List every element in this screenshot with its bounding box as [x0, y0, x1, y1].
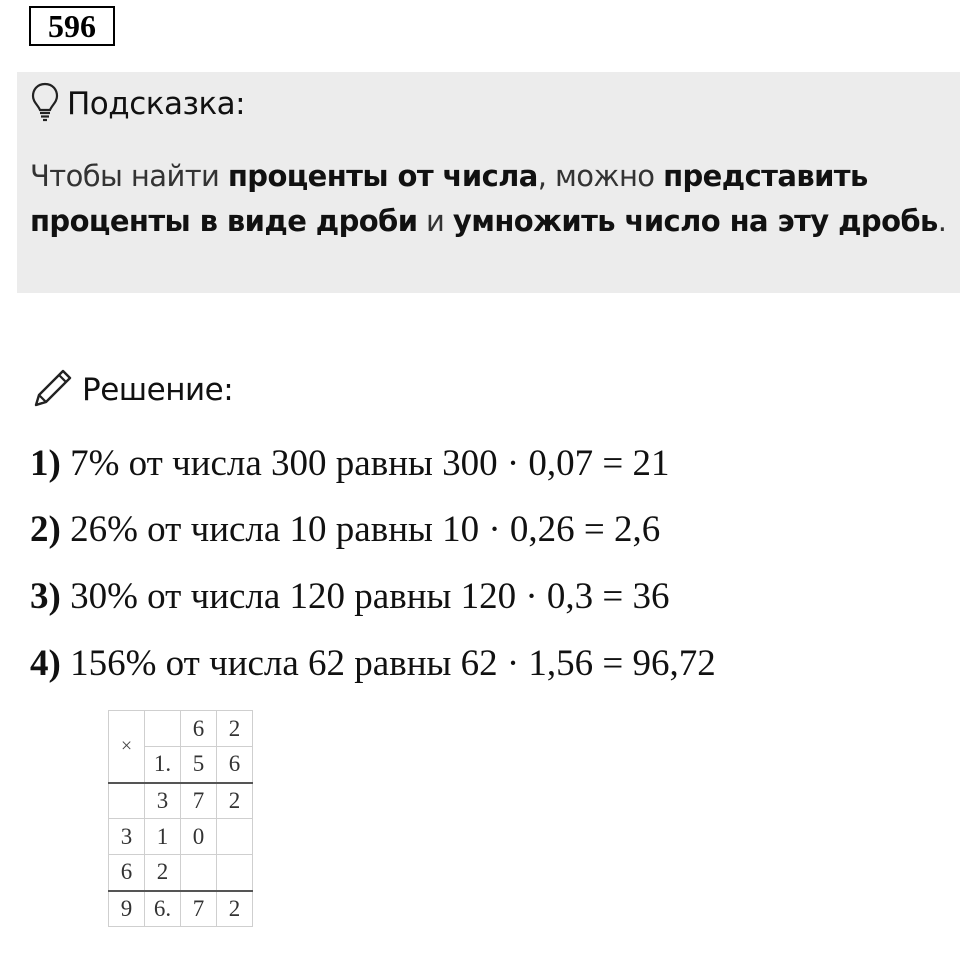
hint-fragment: Чтобы найти: [30, 159, 228, 193]
digit-cell: 1: [145, 819, 181, 855]
digit-cell: 6: [217, 747, 253, 783]
digit-cell: 2: [145, 855, 181, 891]
digit-cell: [217, 819, 253, 855]
digit-cell: 7: [181, 783, 217, 819]
hint-panel: [17, 72, 960, 293]
hint-title: Подсказка:: [67, 86, 246, 122]
digit-cell: 3: [109, 819, 145, 855]
hint-fragment: .: [937, 204, 947, 238]
hint-emphasis: умножить число на эту дробь: [452, 204, 938, 238]
hint-emphasis: представить: [663, 159, 868, 193]
hint-text: [30, 154, 950, 244]
digit-cell: 5: [181, 747, 217, 783]
hint-emphasis: проценты в виде дроби: [30, 204, 418, 238]
step-number: 4): [30, 643, 61, 684]
hint-header: [31, 84, 245, 124]
solution-step-1: [30, 442, 670, 485]
digit-cell: 6: [109, 855, 145, 891]
hint-line-1: [30, 154, 950, 199]
hint-fragment: и: [417, 204, 453, 238]
digit-cell: 2: [217, 783, 253, 819]
step-number: 2): [30, 509, 61, 550]
digit-cell: [109, 783, 145, 819]
digit-cell: 3: [145, 783, 181, 819]
digit-cell: 1.: [145, 747, 181, 783]
lightbulb-icon: [31, 82, 59, 127]
solution-header: [30, 366, 233, 414]
step-text: 26% от числа 10 равны 10 · 0,26 = 2,6: [60, 509, 661, 550]
digit-cell: 9: [109, 891, 145, 927]
pencil-icon: [30, 365, 76, 416]
step-text: 30% от числа 120 равны 120 · 0,3 = 36: [60, 576, 670, 617]
solution-step-4: [30, 642, 716, 685]
digit-cell: 6: [181, 711, 217, 747]
hint-emphasis: проценты от числа: [227, 159, 538, 193]
solution-step-3: [30, 575, 670, 618]
hint-fragment: , можно: [537, 159, 664, 193]
digit-cell: [181, 855, 217, 891]
step-text: 156% от числа 62 равны 62 · 1,56 = 96,72: [60, 643, 716, 684]
digit-cell: [217, 855, 253, 891]
digit-cell: 2: [217, 891, 253, 927]
digit-cell: 2: [217, 711, 253, 747]
step-number: 1): [30, 443, 61, 484]
digit-cell: 7: [181, 891, 217, 927]
multiplication-sign: ×: [109, 711, 145, 783]
digit-cell: 6.: [145, 891, 181, 927]
solution-step-2: [30, 508, 660, 551]
solution-title: Решение:: [82, 372, 234, 408]
step-number: 3): [30, 576, 61, 617]
digit-cell: [145, 711, 181, 747]
problem-number: 596: [29, 6, 115, 46]
column-multiplication: [108, 710, 253, 927]
step-text: 7% от числа 300 равны 300 · 0,07 = 21: [60, 443, 670, 484]
hint-line-2: [30, 199, 950, 244]
digit-cell: 0: [181, 819, 217, 855]
